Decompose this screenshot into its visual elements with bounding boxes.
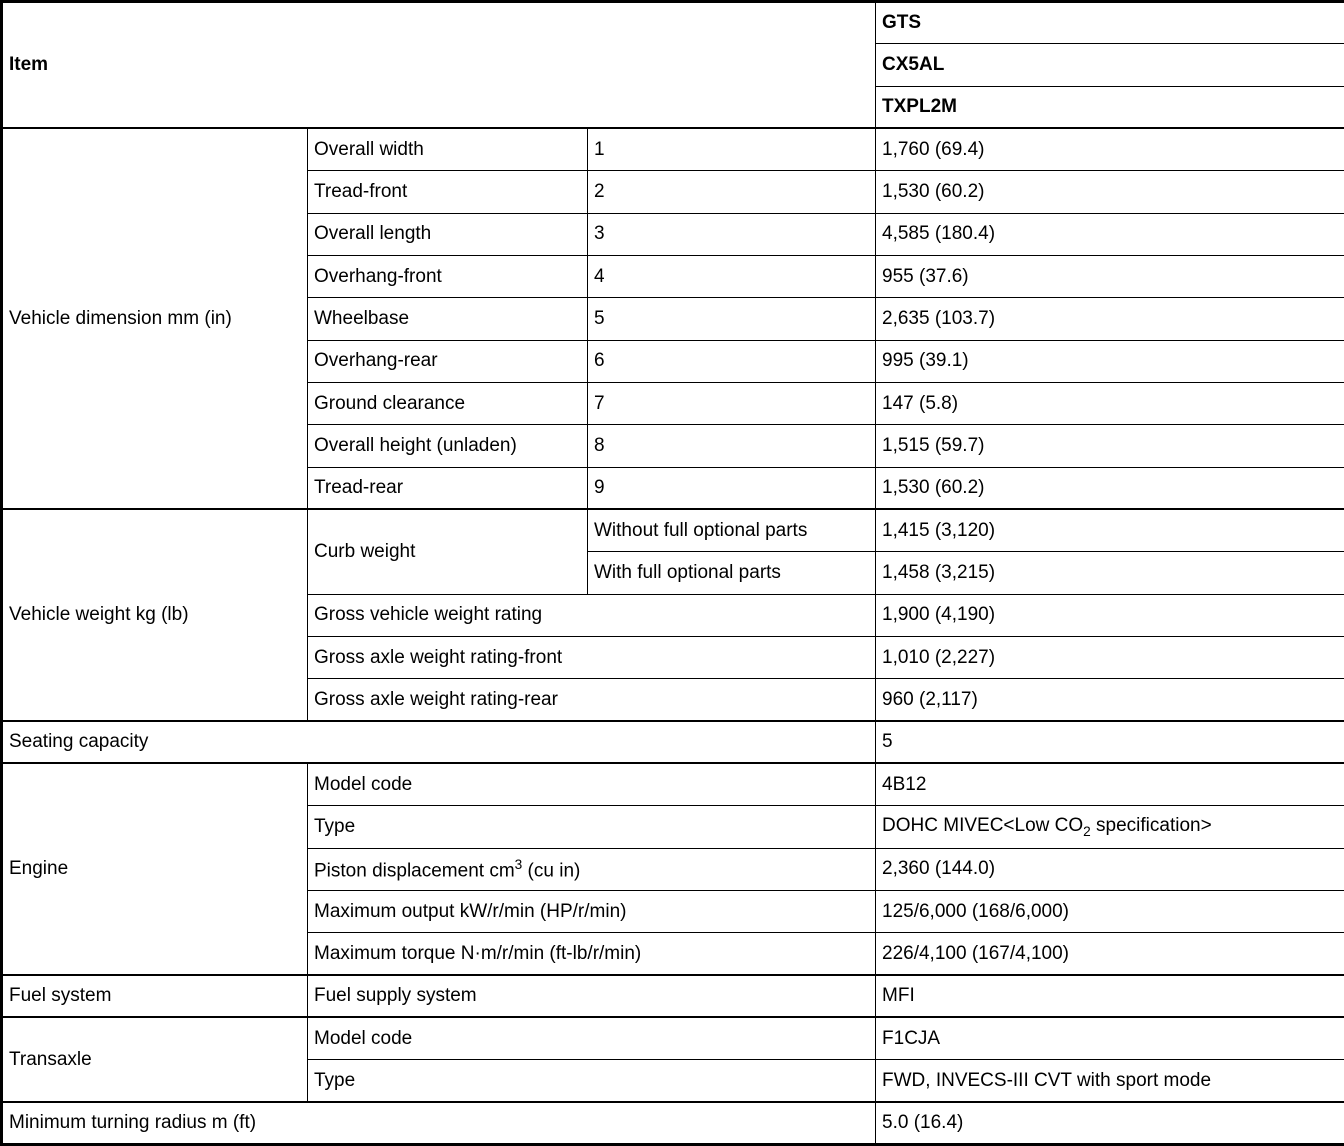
dimension-name-cell: Ground clearance: [308, 382, 588, 424]
model-code-cell: CX5AL: [876, 44, 1344, 86]
dimension-name-cell: Overall width: [308, 128, 588, 170]
engine-item-cell: Maximum output kW/r/min (HP/r/min): [308, 890, 876, 932]
engine-type-subscript: 2: [1083, 823, 1091, 839]
curb-weight-value-cell: 1,458 (3,215): [876, 552, 1344, 594]
displacement-text: Piston displacement cm: [314, 859, 515, 881]
transaxle-value-cell: F1CJA: [876, 1017, 1344, 1059]
dimension-ref-cell: 6: [588, 340, 876, 382]
engine-item-cell: [308, 848, 876, 890]
dimension-name-cell: Tread-front: [308, 171, 588, 213]
turning-radius-label-cell: Minimum turning radius m (ft): [2, 1102, 876, 1144]
section-label-cell: Engine: [2, 763, 308, 975]
dimension-value-cell: 1,515 (59.7): [876, 425, 1344, 467]
engine-item-cell: Maximum torque N·m/r/min (ft-lb/r/min): [308, 933, 876, 975]
weight-name-cell: Gross axle weight rating-rear: [308, 679, 876, 721]
section-label-cell: Vehicle weight kg (lb): [2, 509, 308, 721]
dimension-name-cell: Overhang-front: [308, 255, 588, 297]
dimension-name-cell: Overall height (unladen): [308, 425, 588, 467]
dimension-name-cell: Wheelbase: [308, 298, 588, 340]
header-item-cell: Item: [2, 2, 876, 129]
curb-weight-variant-cell: Without full optional parts: [588, 509, 876, 551]
table-row: [2, 2, 1344, 44]
dimension-value-cell: 1,760 (69.4): [876, 128, 1344, 170]
displacement-superscript: 3: [514, 856, 523, 872]
transaxle-item-cell: Model code: [308, 1017, 876, 1059]
dimension-ref-cell: 2: [588, 171, 876, 213]
weight-value-cell: 1,010 (2,227): [876, 636, 1344, 678]
section-label-cell: Vehicle dimension mm (in): [2, 128, 308, 509]
dimension-name-cell: Tread-rear: [308, 467, 588, 509]
transaxle-item-cell: Type: [308, 1060, 876, 1102]
model-grade-cell: GTS: [876, 2, 1344, 44]
weight-value-cell: 960 (2,117): [876, 679, 1344, 721]
model-code-cell: TXPL2M: [876, 86, 1344, 128]
fuel-value-cell: MFI: [876, 975, 1344, 1017]
dimension-value-cell: 4,585 (180.4): [876, 213, 1344, 255]
seating-value-cell: 5: [876, 721, 1344, 763]
curb-weight-variant-cell: With full optional parts: [588, 552, 876, 594]
dimension-value-cell: 955 (37.6): [876, 255, 1344, 297]
dimension-ref-cell: 3: [588, 213, 876, 255]
dimension-ref-cell: 1: [588, 128, 876, 170]
dimension-ref-cell: 7: [588, 382, 876, 424]
engine-value-cell: 4B12: [876, 763, 1344, 805]
transaxle-value-cell: FWD, INVECS-III CVT with sport mode: [876, 1060, 1344, 1102]
dimension-value-cell: 2,635 (103.7): [876, 298, 1344, 340]
dimension-ref-cell: 9: [588, 467, 876, 509]
fuel-item-cell: Fuel supply system: [308, 975, 876, 1017]
dimension-value-cell: 1,530 (60.2): [876, 467, 1344, 509]
table-row: [2, 128, 1344, 170]
curb-weight-value-cell: 1,415 (3,120): [876, 509, 1344, 551]
engine-item-cell: Model code: [308, 763, 876, 805]
dimension-value-cell: 147 (5.8): [876, 382, 1344, 424]
table-row: [2, 975, 1344, 1017]
turning-radius-value-cell: 5.0 (16.4): [876, 1102, 1344, 1144]
weight-name-cell: Gross vehicle weight rating: [308, 594, 876, 636]
weight-name-cell: Gross axle weight rating-front: [308, 636, 876, 678]
table-row: [2, 1102, 1344, 1144]
table-row: [2, 509, 1344, 551]
dimension-ref-cell: 5: [588, 298, 876, 340]
section-label-cell: Fuel system: [2, 975, 308, 1017]
table-row: [2, 763, 1344, 805]
curb-weight-label-cell: Curb weight: [308, 509, 588, 594]
seating-label-cell: Seating capacity: [2, 721, 876, 763]
engine-item-cell: Type: [308, 806, 876, 848]
engine-type-text: DOHC MIVEC<Low CO: [882, 814, 1084, 836]
table-row: [2, 721, 1344, 763]
engine-value-cell: 226/4,100 (167/4,100): [876, 933, 1344, 975]
dimension-value-cell: 995 (39.1): [876, 340, 1344, 382]
dimension-value-cell: 1,530 (60.2): [876, 171, 1344, 213]
dimension-ref-cell: 4: [588, 255, 876, 297]
engine-value-cell: 125/6,000 (168/6,000): [876, 890, 1344, 932]
weight-value-cell: 1,900 (4,190): [876, 594, 1344, 636]
table-row: [2, 1017, 1344, 1059]
dimension-ref-cell: 8: [588, 425, 876, 467]
dimension-name-cell: Overhang-rear: [308, 340, 588, 382]
section-label-cell: Transaxle: [2, 1017, 308, 1102]
dimension-name-cell: Overall length: [308, 213, 588, 255]
engine-type-text: specification>: [1090, 814, 1212, 836]
engine-value-cell: [876, 806, 1344, 848]
displacement-text: (cu in): [522, 859, 581, 881]
engine-value-cell: 2,360 (144.0): [876, 848, 1344, 890]
